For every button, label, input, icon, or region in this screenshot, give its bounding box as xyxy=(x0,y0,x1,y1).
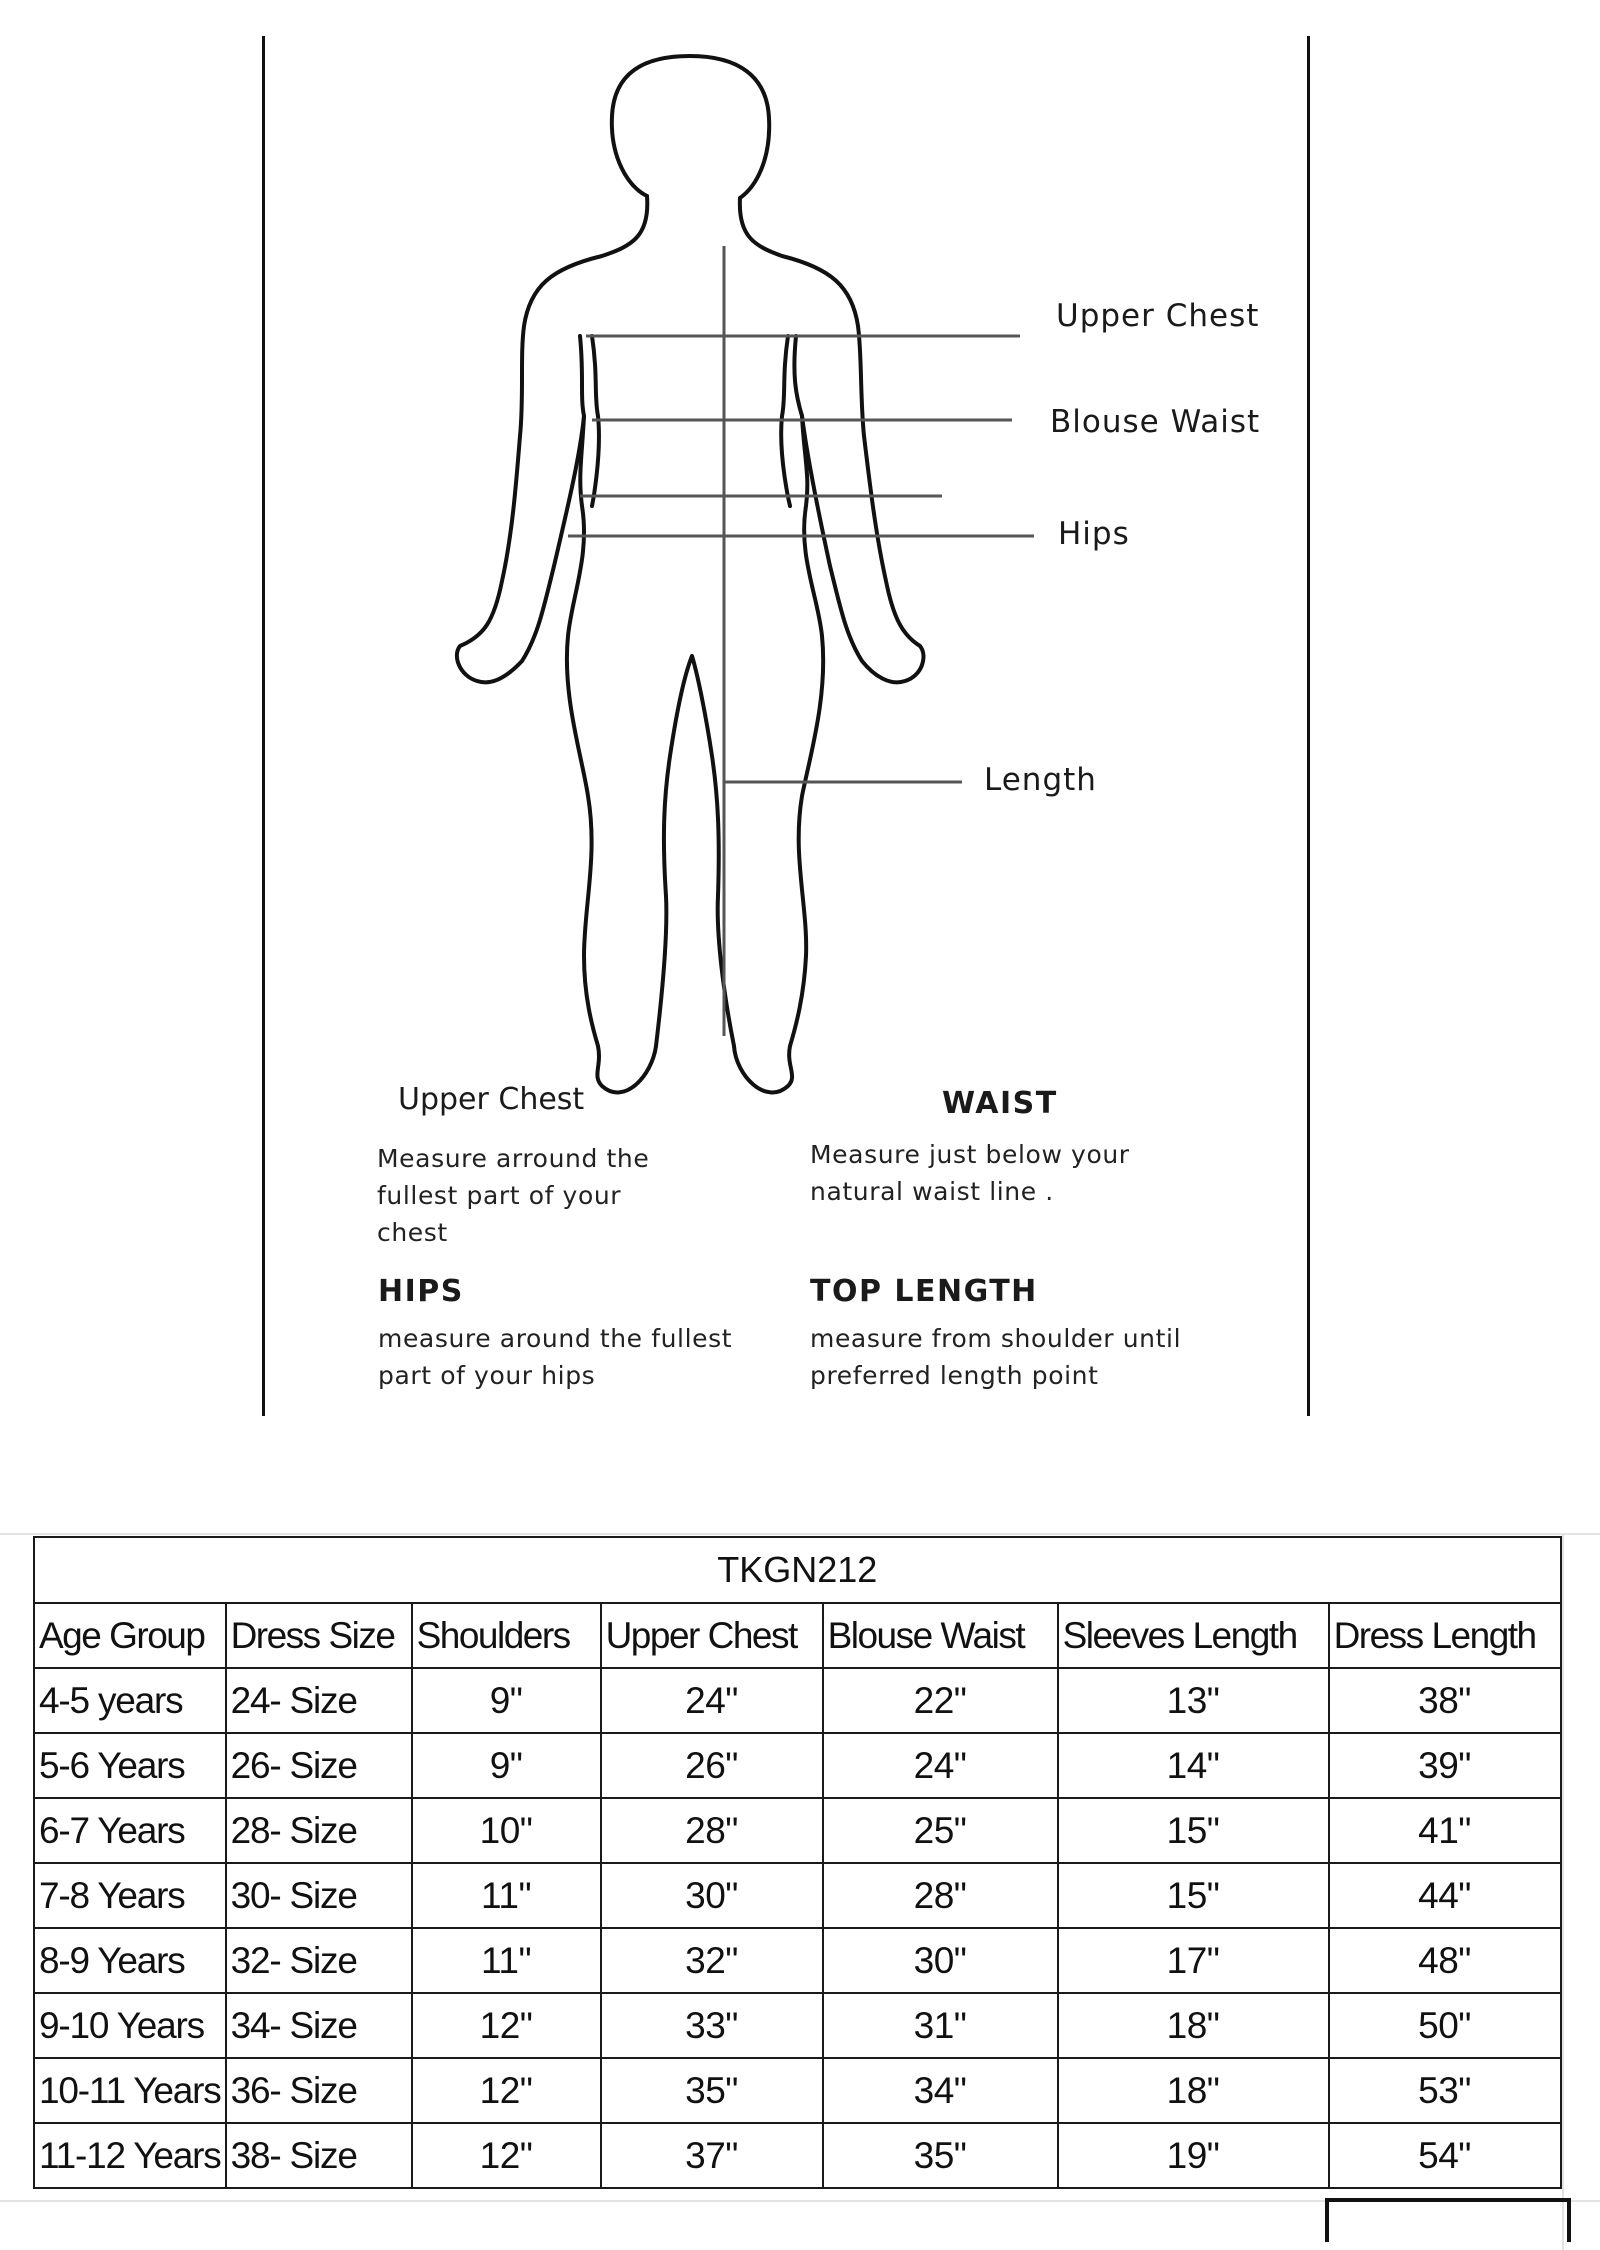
column-header: Dress Size xyxy=(226,1603,412,1668)
table-cell: 32- Size xyxy=(226,1928,412,1993)
sheet-gridline xyxy=(1562,1533,1564,2250)
table-cell: 24" xyxy=(601,1668,823,1733)
table-cell: 35" xyxy=(823,2123,1058,2188)
table-cell: 10-11 Years xyxy=(34,2058,226,2123)
table-cell: 31" xyxy=(823,1993,1058,2058)
hips-description: measure around the fullest part of your hips xyxy=(378,1324,733,1390)
table-cell: 44" xyxy=(1329,1863,1561,1928)
table-cell: 9-10 Years xyxy=(34,1993,226,2058)
top-length-description: measure from shoulder until preferred length point xyxy=(810,1324,1182,1390)
table-cell: 8-9 Years xyxy=(34,1928,226,1993)
table-cell: 38" xyxy=(1329,1668,1561,1733)
table-cell: 12" xyxy=(412,2058,601,2123)
callout-blouse-waist: Blouse Waist xyxy=(1050,404,1261,440)
table-cell: 12" xyxy=(412,2123,601,2188)
table-cell: 18" xyxy=(1058,1993,1329,2058)
hips-heading: HIPS xyxy=(378,1274,464,1309)
table-cell: 12" xyxy=(412,1993,601,2058)
table-cell: 48" xyxy=(1329,1928,1561,1993)
table-cell: 30- Size xyxy=(226,1863,412,1928)
upper-chest-description: Measure arround the fullest part of your chest xyxy=(377,1144,650,1247)
table-cell: 30" xyxy=(823,1928,1058,1993)
callout-upper-chest: Upper Chest xyxy=(1056,298,1260,334)
column-header: Sleeves Length xyxy=(1058,1603,1329,1668)
column-header: Dress Length xyxy=(1329,1603,1561,1668)
table-cell: 28" xyxy=(823,1863,1058,1928)
table-cell: 6-7 Years xyxy=(34,1798,226,1863)
column-header: Blouse Waist xyxy=(823,1603,1058,1668)
table-row xyxy=(34,1733,1561,1798)
table-row xyxy=(34,1928,1561,1993)
table-cell: 15" xyxy=(1058,1863,1329,1928)
table-cell: 30" xyxy=(601,1863,823,1928)
table-cell: 7-8 Years xyxy=(34,1863,226,1928)
table-cell: 22" xyxy=(823,1668,1058,1733)
table-title-row xyxy=(34,1537,1561,1603)
table-cell: 24" xyxy=(823,1733,1058,1798)
upper-chest-heading: Upper Chest xyxy=(398,1082,585,1117)
column-header: Shoulders xyxy=(412,1603,601,1668)
table-cell: 53" xyxy=(1329,2058,1561,2123)
table-cell: 26- Size xyxy=(226,1733,412,1798)
callout-hips: Hips xyxy=(1058,516,1130,552)
table-row xyxy=(34,2058,1561,2123)
table-cell: 34- Size xyxy=(226,1993,412,2058)
waist-heading: WAIST xyxy=(942,1086,1058,1121)
table-cell: 34" xyxy=(823,2058,1058,2123)
table-cell: 38- Size xyxy=(226,2123,412,2188)
table-cell: 11" xyxy=(412,1863,601,1928)
table-row xyxy=(34,1993,1561,2058)
table-cell: 35" xyxy=(601,2058,823,2123)
table-cell: 50" xyxy=(1329,1993,1561,2058)
callout-length: Length xyxy=(984,762,1097,798)
table-cell: 32" xyxy=(601,1928,823,1993)
top-length-heading: TOP LENGTH xyxy=(810,1274,1038,1309)
table-cell: 33" xyxy=(601,1993,823,2058)
table-cell: 18" xyxy=(1058,2058,1329,2123)
table-cell: 9" xyxy=(412,1733,601,1798)
waist-description: Measure just below your natural waist line . xyxy=(810,1140,1130,1206)
table-row xyxy=(34,1798,1561,1863)
table-cell: 54" xyxy=(1329,2123,1561,2188)
measurement-guide-figure xyxy=(262,36,1310,1416)
table-cell: 39" xyxy=(1329,1733,1561,1798)
column-header: Upper Chest xyxy=(601,1603,823,1668)
table-cell: 15" xyxy=(1058,1798,1329,1863)
table-cell: 36- Size xyxy=(226,2058,412,2123)
table-cell: 37" xyxy=(601,2123,823,2188)
table-cell: 4-5 years xyxy=(34,1668,226,1733)
table-cell: 25" xyxy=(823,1798,1058,1863)
sheet-gridline xyxy=(0,1533,1600,1535)
column-header: Age Group xyxy=(34,1603,226,1668)
table-row xyxy=(34,1863,1561,1928)
table-cell: 28" xyxy=(601,1798,823,1863)
table-cell: 19" xyxy=(1058,2123,1329,2188)
table-cell: 28- Size xyxy=(226,1798,412,1863)
table-cell: 11" xyxy=(412,1928,601,1993)
selected-cell-marker xyxy=(1325,2198,1571,2242)
table-cell: 5-6 Years xyxy=(34,1733,226,1798)
table-cell: 24- Size xyxy=(226,1668,412,1733)
table-cell: 13" xyxy=(1058,1668,1329,1733)
table-cell: 17" xyxy=(1058,1928,1329,1993)
table-cell: 14" xyxy=(1058,1733,1329,1798)
table-cell: 26" xyxy=(601,1733,823,1798)
table-header-row xyxy=(34,1603,1561,1668)
table-cell: 9" xyxy=(412,1668,601,1733)
size-chart-table xyxy=(33,1536,1562,2189)
table-cell: 10" xyxy=(412,1798,601,1863)
table-cell: 41" xyxy=(1329,1798,1561,1863)
table-row xyxy=(34,2123,1561,2188)
product-code: TKGN212 xyxy=(34,1537,1561,1603)
table-cell: 11-12 Years xyxy=(34,2123,226,2188)
table-row xyxy=(34,1668,1561,1733)
